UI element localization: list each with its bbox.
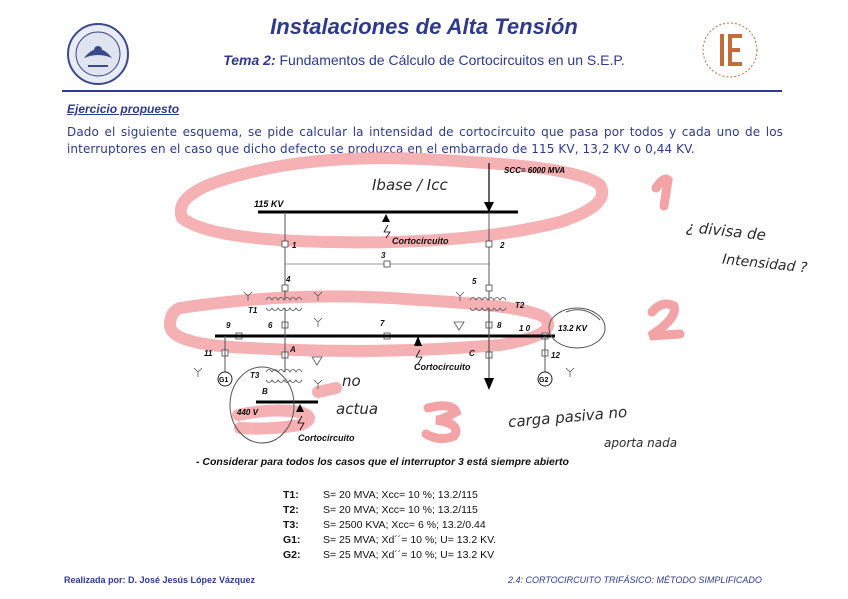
breaker-3: [384, 261, 390, 267]
fault-label-440: Cortocircuito: [298, 433, 355, 443]
subtitle-text: Fundamentos de Cálculo de Cortocircuitos en un S.E.P.: [279, 52, 625, 68]
svg-text:5: 5: [472, 277, 477, 286]
footer-section: 2.4: CORTOCIRCUITO TRIFÁSICO: MÉTODO SIMPLIFICADO: [508, 575, 762, 585]
svg-text:1 0: 1 0: [519, 324, 531, 333]
svg-text:11: 11: [204, 349, 213, 358]
handwritten-formula: Ibase / Icc: [372, 176, 448, 194]
spec-row-g2: G2: S= 25 MVA; Xd´´= 10 %; U= 13.2 KV: [283, 549, 495, 561]
spec-row-t3: T3: S= 2500 KVA; Xcc= 6 %; 13.2/0.44: [283, 519, 486, 531]
exercise-text: Dado el siguiente esquema, se pide calcular la intensidad de cortocircuito que pasa por todos y cada uno de los interruptores en el caso que dicho defecto se produzca en el embarrado de 115 KV, 13,2 KV o 0,44 KV.: [67, 125, 783, 156]
spec-row-t2: T2: S= 20 MVA; Xcc= 10 %; 13.2/115: [283, 504, 478, 516]
footer-author: Realizada por: D. José Jesús López Vázquez: [64, 575, 256, 585]
bus-440v-label: 440 V: [237, 408, 258, 417]
spec-row-t1: T1: S= 20 MVA; Xcc= 10 %; 13.2/115: [283, 489, 478, 501]
svg-text:2: 2: [500, 241, 505, 250]
svg-text:7: 7: [380, 319, 385, 328]
svg-text:4: 4: [286, 275, 291, 284]
svg-text:1: 1: [292, 241, 297, 250]
svg-text:G1: G1: [219, 377, 229, 384]
generator-g1: [218, 372, 232, 386]
svg-text:A: A: [290, 345, 296, 354]
fault-label-115: Cortocircuito: [392, 236, 449, 246]
svg-text:G2: G2: [539, 377, 549, 384]
svg-text:T3: T3: [250, 371, 260, 380]
svg-text:12: 12: [551, 351, 560, 360]
svg-text:8: 8: [497, 321, 502, 330]
fault-label-13: Cortocircuito: [414, 362, 471, 372]
breaker-5: [486, 285, 492, 291]
svg-text:C: C: [469, 349, 475, 358]
breaker-4: [282, 285, 288, 291]
handwritten-actua: actua: [336, 400, 379, 418]
handwritten-note-intensidad: Intensidad ?: [721, 251, 809, 277]
breaker-1: [282, 241, 288, 247]
spec-list: [283, 488, 496, 563]
handwritten-note-divisa: ¿ divisa de: [685, 217, 767, 245]
subtitle-prefix: Tema 2:: [223, 52, 276, 68]
spec-row-g1: G1: S= 25 MVA; Xd´´= 10 %; U= 13.2 KV.: [283, 534, 497, 546]
scc-label: SCC= 6000 MVA: [504, 166, 565, 175]
page-title: Instalaciones de Alta Tensión: [270, 14, 578, 39]
svg-text:T1: T1: [248, 306, 258, 315]
svg-text:3: 3: [381, 251, 386, 260]
svg-text:T2: T2: [515, 301, 525, 310]
generator-g2: [538, 372, 552, 386]
svg-text:B: B: [262, 387, 268, 396]
exercise-heading: Ejercicio propuesto: [67, 102, 180, 116]
highlight-marks: [170, 158, 602, 428]
handwritten-aporta: aporta nada: [604, 436, 678, 450]
handwritten-carga: carga pasiva no: [507, 402, 628, 432]
svg-text:6: 6: [268, 321, 273, 330]
bus-13kv-label: 13.2 KV: [558, 324, 587, 333]
note-breaker-3: - Considerar para todos los casos que el interruptor 3 está siempre abierto: [196, 456, 569, 468]
bus-115kv-label: 115 KV: [254, 199, 284, 209]
svg-text:9: 9: [226, 321, 231, 330]
handwritten-no: no: [342, 372, 361, 390]
breaker-2: [486, 241, 492, 247]
